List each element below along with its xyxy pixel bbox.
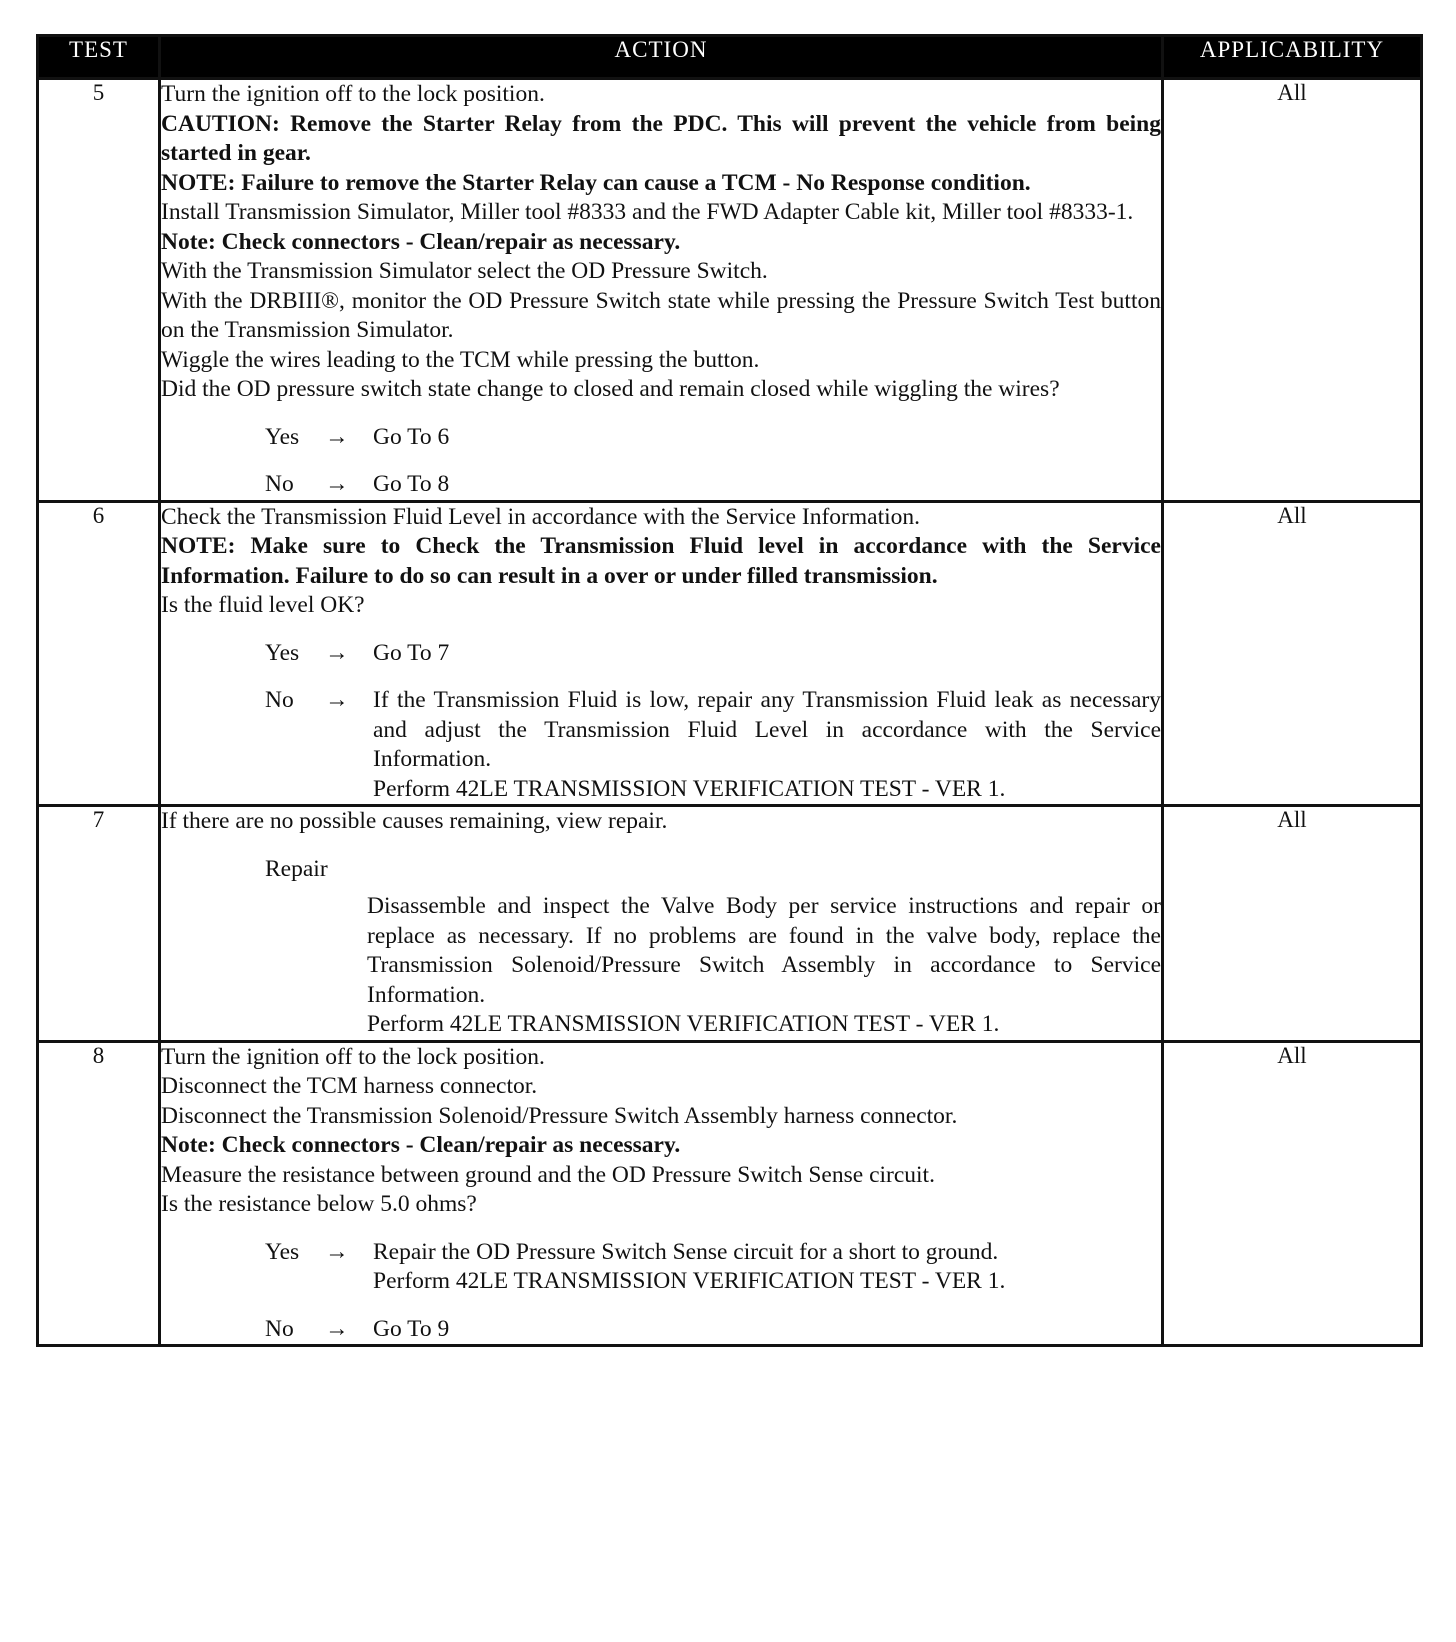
instruction-text: Is the fluid level OK? (161, 592, 365, 618)
instruction-text: Turn the ignition off to the lock position. (161, 1043, 545, 1070)
repair-line: Perform 42LE TRANSMISSION VERIFICATION TEST - VER 1. (367, 1011, 1000, 1037)
table-header-row (38, 36, 1422, 79)
instruction-text: Install Transmission Simulator, Miller tool #8333 and the FWD Adapter Cable kit, Miller tool #8333-1. (161, 199, 1134, 225)
branch-yes (161, 1238, 1161, 1297)
branch-result (373, 470, 1161, 500)
branch-result-line: Go To 9 (373, 1315, 450, 1342)
diagnostic-table (36, 34, 1423, 1347)
branch-label: No (265, 687, 294, 713)
note-text: CAUTION: Remove the Starter Relay from the PDC. This will prevent the vehicle from being started in gear. (161, 110, 1161, 166)
branch-result (373, 1315, 1161, 1345)
branch-result (373, 639, 1161, 669)
branch-result-line: Go To 8 (373, 471, 450, 497)
repair-label: Repair (265, 855, 328, 882)
test-number: 7 (38, 806, 160, 1042)
instruction-text: With the DRBIII®, monitor the OD Pressure Switch state while pressing the Pressure Switch Test button on the Transmission Simulator. (161, 287, 1161, 343)
header-action: ACTION (160, 36, 1163, 79)
instruction-text: With the Transmission Simulator select the OD Pressure Switch. (161, 258, 768, 284)
arrow-right-icon: → (325, 687, 349, 713)
action-cell (160, 501, 1163, 806)
branch-label: No (265, 1315, 294, 1342)
applicability-cell: All (1163, 1041, 1422, 1346)
table-row (38, 79, 1422, 502)
header-applicability: APPLICABILITY (1163, 36, 1422, 79)
branch-result-line: If the Transmission Fluid is low, repair any Transmission Fluid leak as necessary and adjust the Transmission Fluid Level in accordance with the Service Information. (373, 687, 1161, 772)
instruction-text: Wiggle the wires leading to the TCM while pressing the button. (161, 346, 760, 373)
branch-yes (161, 639, 1161, 669)
action-cell (160, 1041, 1163, 1346)
branch-no (161, 686, 1161, 804)
branch-yes (161, 423, 1161, 453)
branch-result-line: Go To 7 (373, 639, 450, 666)
test-number: 5 (38, 79, 160, 502)
branch-label: Yes (265, 639, 300, 666)
applicability-cell: All (1163, 79, 1422, 502)
applicability-cell: All (1163, 501, 1422, 806)
instruction-text: Measure the resistance between ground and the OD Pressure Switch Sense circuit. (161, 1161, 935, 1188)
branch-no (161, 470, 1161, 500)
test-number: 6 (38, 501, 160, 806)
action-cell (160, 806, 1163, 1042)
branch-result (373, 686, 1161, 804)
branch-label: No (265, 471, 294, 497)
arrow-right-icon: → (325, 639, 349, 666)
table-row (38, 1041, 1422, 1346)
branch-result (373, 423, 1161, 453)
table-row (38, 501, 1422, 806)
branch-result-line: Go To 6 (373, 423, 450, 450)
arrow-right-icon: → (325, 1315, 349, 1342)
branch-label: Yes (265, 1238, 300, 1265)
arrow-right-icon: → (325, 423, 349, 450)
branch-no (161, 1315, 1161, 1345)
branch-result-line: Perform 42LE TRANSMISSION VERIFICATION TEST - VER 1. (373, 775, 1006, 802)
note-text: NOTE: Failure to remove the Starter Relay can cause a TCM - No Response condition. (161, 169, 1031, 196)
branch-result-line: Repair the OD Pressure Switch Sense circuit for a short to ground. (373, 1238, 999, 1265)
header-test: TEST (38, 36, 160, 79)
instruction-text: Did the OD pressure switch state change to closed and remain closed while wiggling the wires? (161, 376, 1060, 402)
branch-result (373, 1238, 1161, 1297)
instruction-text: Check the Transmission Fluid Level in accordance with the Service Information. (161, 503, 921, 530)
arrow-right-icon: → (325, 1238, 349, 1265)
instruction-text: Disconnect the Transmission Solenoid/Pressure Switch Assembly harness connector. (161, 1102, 958, 1129)
table-body (38, 79, 1422, 1346)
table-row (38, 806, 1422, 1042)
branch-result-line: Perform 42LE TRANSMISSION VERIFICATION TEST - VER 1. (373, 1268, 1006, 1294)
repair-instructions (367, 892, 1161, 1040)
instruction-text: Disconnect the TCM harness connector. (161, 1073, 538, 1099)
note-text: NOTE: Make sure to Check the Transmission Fluid level in accordance with the Service Information. Failure to do so can result in a over or under filled transmission. (161, 533, 1161, 589)
note-text: Note: Check connectors - Clean/repair as necessary. (161, 1132, 681, 1158)
repair-line: Disassemble and inspect the Valve Body per service instructions and repair or replace as necessary. If no problems are found in the valve body, replace the Transmission Solenoid/Pressure Switch Assembly in accordance to Service Information. (367, 893, 1161, 1008)
action-cell (160, 79, 1163, 502)
test-number: 8 (38, 1041, 160, 1346)
applicability-cell: All (1163, 806, 1422, 1042)
branch-label: Yes (265, 423, 300, 450)
arrow-right-icon: → (325, 471, 349, 497)
instruction-text: Turn the ignition off to the lock position. (161, 81, 545, 107)
note-text: Note: Check connectors - Clean/repair as necessary. (161, 228, 681, 255)
instruction-text: If there are no possible causes remaining, view repair. (161, 808, 668, 834)
instruction-text: Is the resistance below 5.0 ohms? (161, 1191, 477, 1217)
